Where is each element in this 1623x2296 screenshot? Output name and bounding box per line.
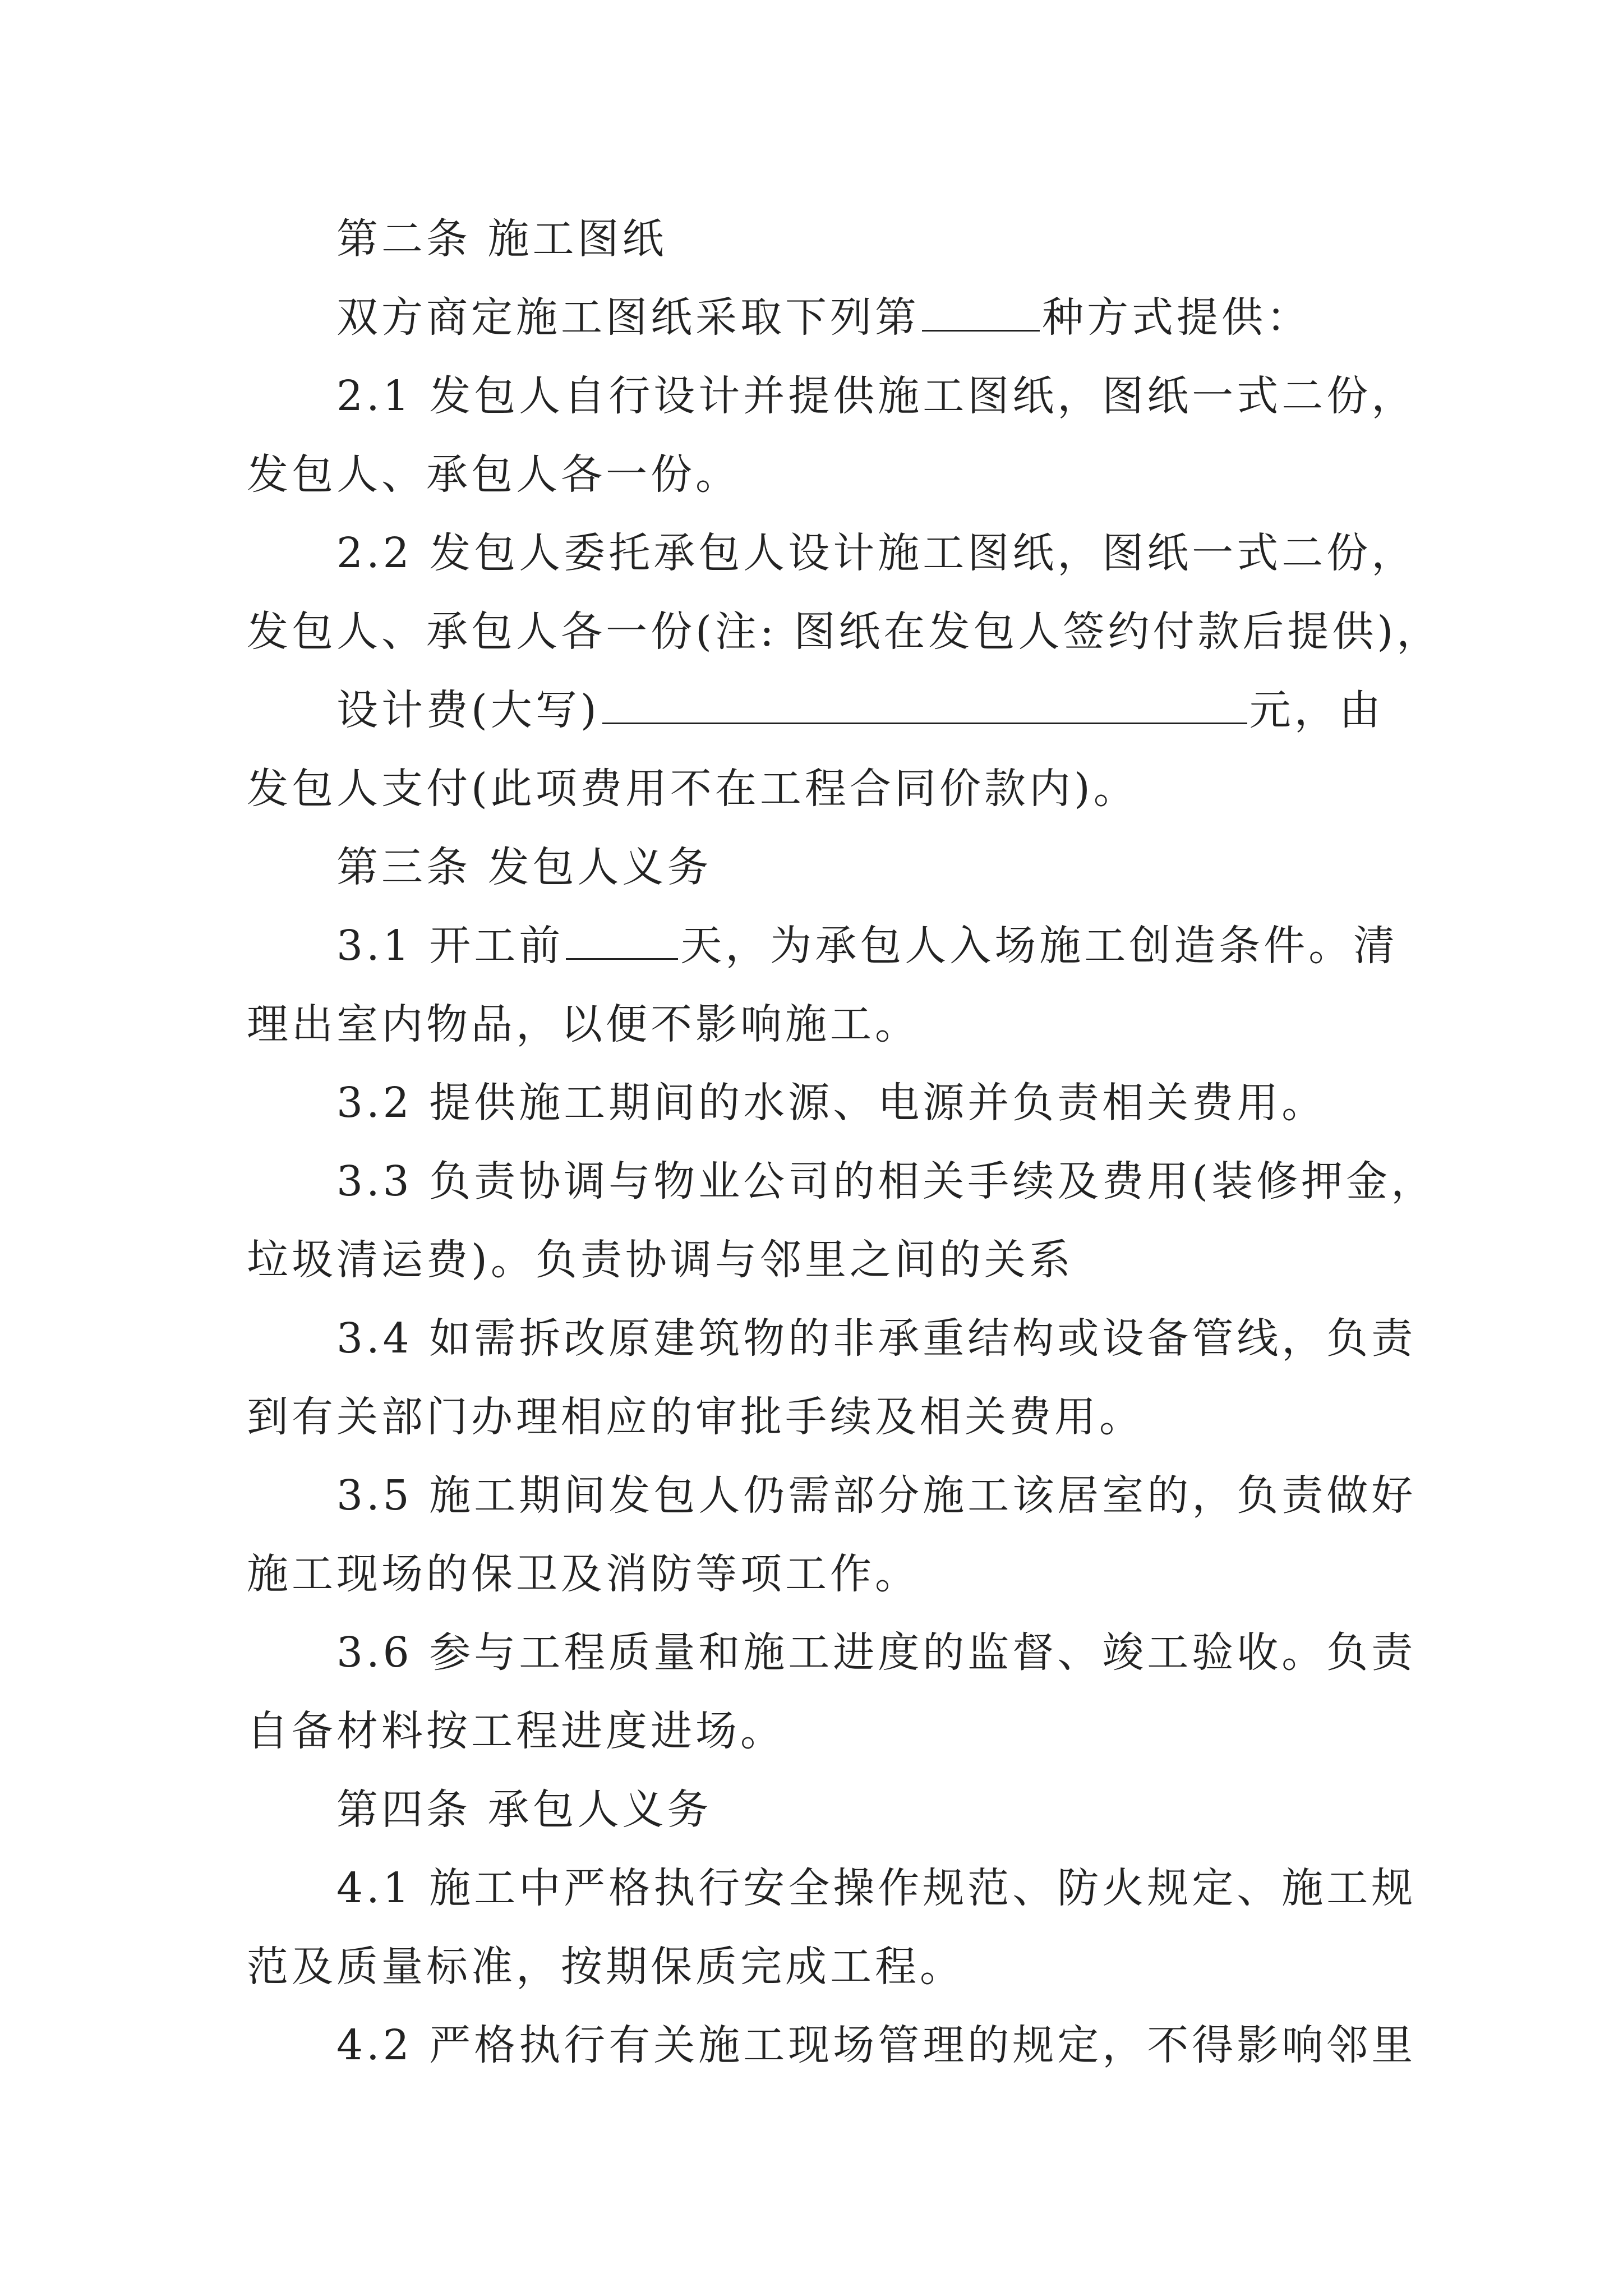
text: 范及质量标准，按期保质完成工程。 xyxy=(247,1943,965,1991)
text: 3.1 开工前 xyxy=(336,922,564,970)
clause-3-2 xyxy=(0,1076,1623,1130)
article-3-title xyxy=(0,840,1623,894)
text: 到有关部门办理相应的审批手续及相关费用。 xyxy=(247,1393,1144,1441)
article-4-title xyxy=(0,1783,1623,1837)
text: 3.6 参与工程质量和施工进度的监督、竣工验收。负责 xyxy=(336,1628,1417,1677)
clause-3-1-line-1 xyxy=(0,919,1623,973)
clause-3-3-line-2 xyxy=(0,1233,1623,1287)
text: 3.3 负责协调与物业公司的相关手续及费用(装修押金， xyxy=(336,1157,1436,1205)
clause-3-4-line-1 xyxy=(0,1312,1623,1365)
clause-3-4-line-2 xyxy=(0,1390,1623,1444)
article-2-intro xyxy=(0,291,1623,344)
text: 发包人、承包人各一份(注: 图纸在发包人签约付款后提供)， xyxy=(247,608,1442,656)
clause-3-3-line-1 xyxy=(0,1154,1623,1208)
design-fee-line-2 xyxy=(0,762,1623,816)
text: 双方商定施工图纸采取下列第 xyxy=(336,293,920,342)
text: 第四条 承包人义务 xyxy=(336,1786,712,1834)
text: 3.2 提供施工期间的水源、电源并负责相关费用。 xyxy=(336,1079,1327,1127)
clause-3-6-line-1 xyxy=(0,1626,1623,1680)
clause-3-1-line-2 xyxy=(0,997,1623,1051)
text: 施工现场的保卫及消防等项工作。 xyxy=(247,1550,920,1598)
fill-in-blank[interactable] xyxy=(922,291,1040,332)
clause-2-2-line-2 xyxy=(0,605,1623,659)
article-2-title xyxy=(0,212,1623,266)
text: 垃圾清运费)。负责协调与邻里之间的关系 xyxy=(247,1236,1074,1284)
clause-4-1-line-1 xyxy=(0,1861,1623,1915)
text: 元，由 xyxy=(1249,686,1384,734)
text: 3.5 施工期间发包人仍需部分施工该居室的，负责做好 xyxy=(336,1471,1417,1520)
text: 4.2 严格执行有关施工现场管理的规定，不得影响邻里 xyxy=(336,2021,1417,2069)
text: 种方式提供： xyxy=(1042,293,1311,342)
clause-3-5-line-2 xyxy=(0,1547,1623,1601)
text: 4.1 施工中严格执行安全操作规范、防火规定、施工规 xyxy=(336,1864,1417,1912)
text: 发包人支付(此项费用不在工程合同价款内)。 xyxy=(247,765,1138,813)
clause-4-2 xyxy=(0,2018,1623,2072)
text: 3.4 如需拆改原建筑物的非承重结构或设备管线，负责 xyxy=(336,1314,1417,1363)
text: 2.1 发包人自行设计并提供施工图纸，图纸一式二份， xyxy=(336,372,1417,420)
clause-3-6-line-2 xyxy=(0,1704,1623,1758)
text: 发包人、承包人各一份。 xyxy=(247,450,740,499)
text: 第二条 施工图纸 xyxy=(336,215,667,263)
text: 天，为承包人入场施工创造条件。清 xyxy=(680,922,1399,970)
design-fee-line xyxy=(0,683,1623,737)
fee-amount-blank[interactable] xyxy=(602,683,1247,724)
clause-2-2-line-1 xyxy=(0,526,1623,580)
text: 设计费(大写) xyxy=(336,686,600,734)
text: 自备材料按工程进度进场。 xyxy=(247,1707,785,1755)
text: 第三条 发包人义务 xyxy=(336,843,712,891)
clause-4-1-line-2 xyxy=(0,1940,1623,1994)
clause-2-1-line-2 xyxy=(0,448,1623,501)
text: 2.2 发包人委托承包人设计施工图纸，图纸一式二份， xyxy=(336,529,1417,577)
text: 理出室内物品，以便不影响施工。 xyxy=(247,1000,920,1048)
clause-3-5-line-1 xyxy=(0,1469,1623,1522)
days-blank[interactable] xyxy=(566,919,678,960)
clause-2-1-line-1 xyxy=(0,369,1623,423)
